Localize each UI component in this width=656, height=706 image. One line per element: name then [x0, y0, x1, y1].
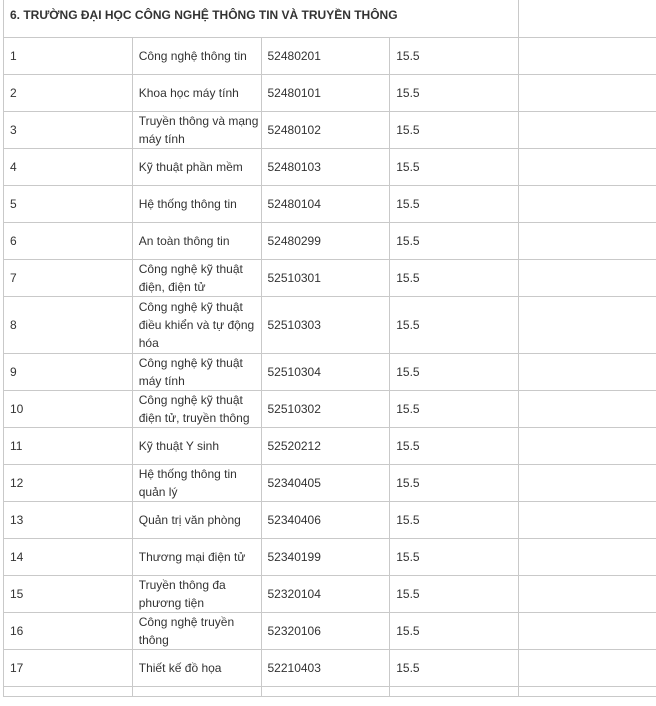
- admission-table: [3, 0, 656, 697]
- table-row: [4, 465, 656, 502]
- major-code: 52320104: [261, 576, 390, 613]
- row-number: 9: [4, 354, 133, 391]
- row-number: 4: [4, 149, 133, 186]
- university-title: 6. TRƯỜNG ĐẠI HỌC CÔNG NGHỆ THÔNG TIN VÀ TRUYỀN THÔNG: [4, 0, 519, 38]
- table-row: [4, 186, 656, 223]
- empty-cell: [519, 186, 656, 223]
- table-row: [4, 391, 656, 428]
- table-row: [4, 297, 656, 354]
- major-name: Công nghệ truyền thông: [132, 613, 261, 650]
- cutoff-score: 15.5: [390, 613, 519, 650]
- table-row: [4, 149, 656, 186]
- cutoff-score: 15.5: [390, 428, 519, 465]
- cutoff-score: 15.5: [390, 186, 519, 223]
- row-number: 17: [4, 650, 133, 687]
- table-row: [4, 650, 656, 687]
- row-number: 14: [4, 539, 133, 576]
- empty-cell: [519, 75, 656, 112]
- cutoff-score: 15.5: [390, 38, 519, 75]
- empty-cell: [390, 687, 519, 697]
- empty-cell: [519, 38, 656, 75]
- empty-cell: [519, 539, 656, 576]
- empty-cell: [261, 687, 390, 697]
- major-code: 52480103: [261, 149, 390, 186]
- table-row: [4, 38, 656, 75]
- table-row: [4, 260, 656, 297]
- cutoff-score: 15.5: [390, 149, 519, 186]
- major-code: 52340199: [261, 539, 390, 576]
- major-name: Thiết kế đồ họa: [132, 650, 261, 687]
- row-number: 6: [4, 223, 133, 260]
- major-name: Công nghệ kỹ thuật điện, điện tử: [132, 260, 261, 297]
- empty-cell: [4, 687, 133, 697]
- empty-cell: [519, 428, 656, 465]
- major-code: 52320106: [261, 613, 390, 650]
- empty-cell: [519, 576, 656, 613]
- cutoff-score: 15.5: [390, 297, 519, 354]
- table-row: [4, 539, 656, 576]
- cutoff-score: 15.5: [390, 539, 519, 576]
- row-number: 2: [4, 75, 133, 112]
- major-code: 52480299: [261, 223, 390, 260]
- major-code: 52510301: [261, 260, 390, 297]
- table-row: [4, 75, 656, 112]
- cutoff-score: 15.5: [390, 576, 519, 613]
- table-row: [4, 223, 656, 260]
- row-number: 5: [4, 186, 133, 223]
- cutoff-score: 15.5: [390, 650, 519, 687]
- empty-cell: [519, 465, 656, 502]
- row-number: 3: [4, 112, 133, 149]
- major-code: 52510304: [261, 354, 390, 391]
- row-number: 1: [4, 38, 133, 75]
- cutoff-score: 15.5: [390, 465, 519, 502]
- cutoff-score: 15.5: [390, 502, 519, 539]
- empty-cell: [519, 260, 656, 297]
- major-name: Hệ thống thông tin quản lý: [132, 465, 261, 502]
- table-row: [4, 613, 656, 650]
- cutoff-score: 15.5: [390, 75, 519, 112]
- table-row: [4, 354, 656, 391]
- major-code: 52480102: [261, 112, 390, 149]
- major-name: Công nghệ kỹ thuật điện tử, truyền thông: [132, 391, 261, 428]
- empty-cell: [519, 297, 656, 354]
- cutoff-score: 15.5: [390, 354, 519, 391]
- major-name: Truyền thông và mạng máy tính: [132, 112, 261, 149]
- major-code: 52340405: [261, 465, 390, 502]
- major-name: Công nghệ kỹ thuật điều khiển và tự động hóa: [132, 297, 261, 354]
- table-row: [4, 428, 656, 465]
- empty-cell: [519, 391, 656, 428]
- row-number: 8: [4, 297, 133, 354]
- table-row: [4, 576, 656, 613]
- empty-cell: [519, 650, 656, 687]
- major-code: 52340406: [261, 502, 390, 539]
- major-code: 52510302: [261, 391, 390, 428]
- major-code: 52480201: [261, 38, 390, 75]
- row-number: 16: [4, 613, 133, 650]
- major-name: Thương mại điện tử: [132, 539, 261, 576]
- row-number: 13: [4, 502, 133, 539]
- empty-cell: [519, 354, 656, 391]
- table-row-partial: [4, 687, 656, 697]
- major-name: Kỹ thuật phần mềm: [132, 149, 261, 186]
- major-name: Truyền thông đa phương tiện: [132, 576, 261, 613]
- major-code: 52210403: [261, 650, 390, 687]
- row-number: 7: [4, 260, 133, 297]
- cutoff-score: 15.5: [390, 223, 519, 260]
- major-code: 52480104: [261, 186, 390, 223]
- empty-cell: [519, 149, 656, 186]
- empty-cell: [519, 613, 656, 650]
- row-number: 10: [4, 391, 133, 428]
- table-header-row: [4, 0, 656, 38]
- major-name: Hệ thống thông tin: [132, 186, 261, 223]
- empty-cell: [519, 112, 656, 149]
- table-row: [4, 502, 656, 539]
- major-code: 52520212: [261, 428, 390, 465]
- row-number: 11: [4, 428, 133, 465]
- empty-cell: [519, 223, 656, 260]
- row-number: 15: [4, 576, 133, 613]
- cutoff-score: 15.5: [390, 260, 519, 297]
- major-code: 52480101: [261, 75, 390, 112]
- empty-cell: [519, 502, 656, 539]
- major-name: Quản trị văn phòng: [132, 502, 261, 539]
- major-code: 52510303: [261, 297, 390, 354]
- empty-cell: [132, 687, 261, 697]
- cutoff-score: 15.5: [390, 391, 519, 428]
- row-number: 12: [4, 465, 133, 502]
- table-row: [4, 112, 656, 149]
- major-name: Khoa học máy tính: [132, 75, 261, 112]
- cutoff-score: 15.5: [390, 112, 519, 149]
- empty-cell: [519, 687, 656, 697]
- header-empty-cell: [519, 0, 656, 38]
- major-name: Công nghệ kỹ thuật máy tính: [132, 354, 261, 391]
- major-name: Công nghệ thông tin: [132, 38, 261, 75]
- major-name: An toàn thông tin: [132, 223, 261, 260]
- major-name: Kỹ thuật Y sinh: [132, 428, 261, 465]
